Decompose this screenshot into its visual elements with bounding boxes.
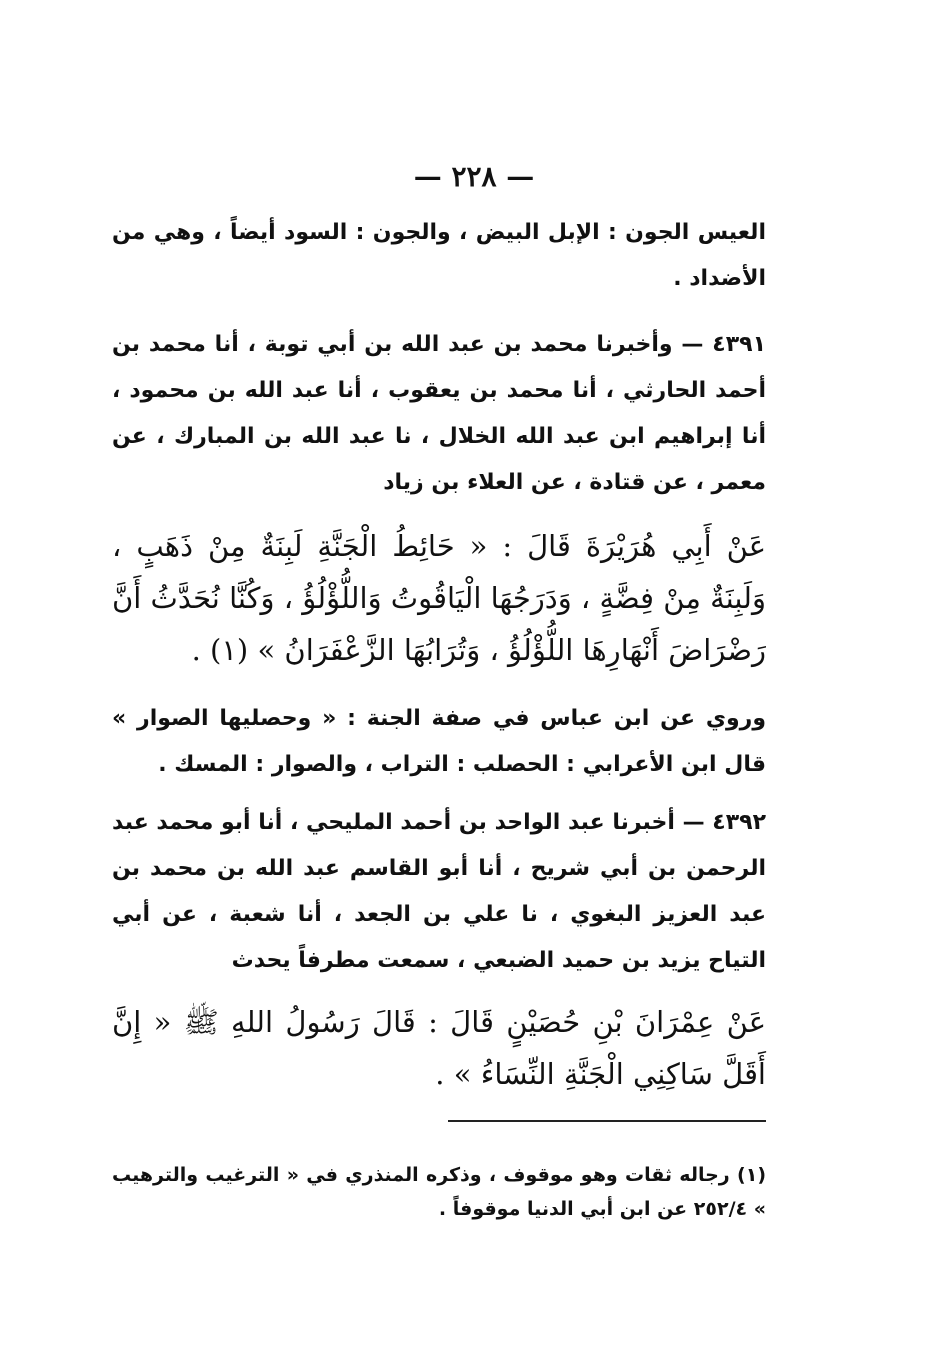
footnote: (١) رجاله ثقات وهو موقوف ، وذكره المنذري في « الترغيب والترهيب » ٢٥٢/٤ عن ابن أبي الدنيا موقوفاً . (112, 1164, 766, 1220)
paragraph-isnad-4392: ٤٣٩٢ — أخبرنا عبد الواحد بن أحمد المليحي ، أنا أبو محمد عبد الرحمن بن أبي شريح ، أنا أبو القاسم عبد الله بن محمد بن عبد العزيز البغوي ، نا علي بن الجعد ، أنا شعبة ، عن أبي التياح يزيد بن حميد الضبعي ، سمعت مطرفاً يحدث (112, 810, 766, 973)
paragraph-definition: العيس الجون : الإبل البيض ، والجون : السود أيضاً ، وهي من الأضداد . (112, 220, 766, 291)
paragraph-isnad-4391: ٤٣٩١ — وأخبرنا محمد بن عبد الله بن أبي توبة ، أنا محمد بن أحمد الحارثي ، أنا محمد بن يعقوب ، أنا عبد الله بن محمود ، أنا إبراهيم ابن عبد الله الخلال ، نا عبد الله بن المبارك ، عن معمر ، عن قتادة ، عن العلاء بن زياد (112, 332, 766, 495)
paragraph-hadith-imran: عَنْ عِمْرَانَ بْنِ حُصَيْنٍ قَالَ : قَالَ رَسُولُ اللهِ ﷺ « إِنَّ أَقَلَّ سَاكِنِي الْجَنَّةِ النِّسَاءُ » . (112, 1005, 766, 1091)
page-number: — ٢٢٨ — (413, 160, 535, 193)
paragraph-hadith-abu-hurayra: عَنْ أَبِي هُرَيْرَةَ قَالَ : « حَائِطُ الْجَنَّةِ لَبِنَةٌ مِنْ ذَهَبٍ ، وَلَبِنَةٌ مِنْ فِضَّةٍ ، وَدَرَجُهَا الْيَاقُوتُ وَاللُّؤْلُؤُ ، وَكُنَّا نُحَدَّثُ أَنَّ رَضْرَاضَ أَنْهَارِهَا اللُّؤْلُؤُ ، وَتُرَابُهَا الزَّعْفَرَانُ » (١) . (111, 529, 766, 667)
paragraph-ibn-abbas: وروي عن ابن عباس في صفة الجنة : « وحصليها الصوار » قال ابن الأعرابي : الحصلب : التراب ، والصوار : المسك . (112, 706, 766, 777)
footnote-divider (448, 1120, 766, 1122)
